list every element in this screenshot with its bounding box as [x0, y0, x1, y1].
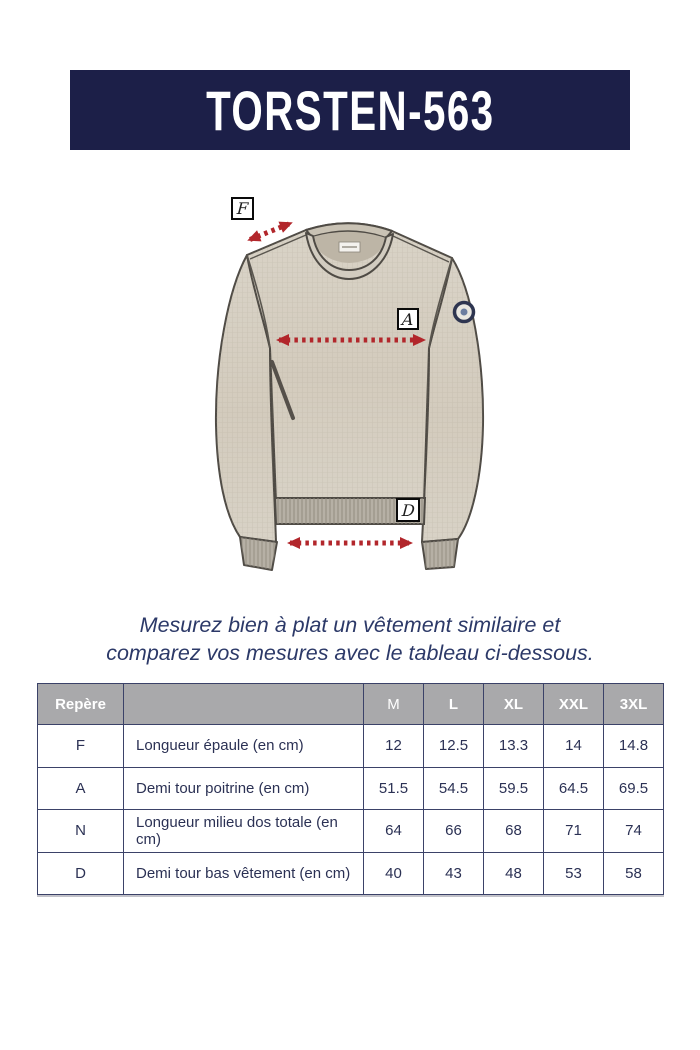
- measure-instructions: [0, 612, 700, 667]
- value-l: 12.5: [424, 725, 484, 768]
- value-3xl: 74: [604, 810, 664, 853]
- header-size-xl: XL: [484, 684, 544, 725]
- marker-a-letter: A: [401, 309, 415, 329]
- product-title: TORSTEN-563: [205, 78, 495, 142]
- product-banner: [70, 70, 630, 150]
- value-3xl: 58: [604, 852, 664, 895]
- value-xl: 48: [484, 852, 544, 895]
- marker-f-letter: F: [236, 199, 249, 218]
- row-label: Demi tour bas vêtement (en cm): [124, 852, 364, 895]
- row-code: D: [38, 852, 124, 895]
- table-row-f: [38, 725, 664, 768]
- value-xxl: 64.5: [544, 767, 604, 810]
- row-label: Longueur épaule (en cm): [124, 725, 364, 768]
- value-l: 43: [424, 852, 484, 895]
- instructions-line-2: comparez vos mesures avec le tableau ci-dessous.: [106, 640, 594, 665]
- marker-d: [396, 498, 420, 522]
- row-code: F: [38, 725, 124, 768]
- value-m: 64: [364, 810, 424, 853]
- row-label: Demi tour poitrine (en cm): [124, 767, 364, 810]
- value-3xl: 69.5: [604, 767, 664, 810]
- sweater-illustration: [200, 190, 500, 610]
- instructions-line-1: Mesurez bien à plat un vêtement similaire et: [139, 613, 561, 637]
- value-xl: 68: [484, 810, 544, 853]
- row-code: N: [38, 810, 124, 853]
- value-xxl: 14: [544, 725, 604, 768]
- value-xl: 59.5: [484, 767, 544, 810]
- shoulder-length-arrow: [250, 224, 290, 240]
- marker-d-letter: D: [400, 500, 416, 520]
- marker-f: [231, 197, 254, 220]
- size-table: [37, 683, 664, 895]
- header-description: [124, 684, 364, 725]
- table-row-a: [38, 767, 664, 810]
- value-m: 12: [364, 725, 424, 768]
- value-m: 51.5: [364, 767, 424, 810]
- value-l: 66: [424, 810, 484, 853]
- size-table-header-row: [38, 684, 664, 725]
- marker-a: [397, 308, 419, 330]
- header-size-xxl: XXL: [544, 684, 604, 725]
- value-l: 54.5: [424, 767, 484, 810]
- value-xl: 13.3: [484, 725, 544, 768]
- header-size-3xl: 3XL: [604, 684, 664, 725]
- measurement-diagram: [0, 150, 700, 615]
- value-m: 40: [364, 852, 424, 895]
- header-size-m: M: [364, 684, 424, 725]
- header-repere: Repère: [38, 684, 124, 725]
- row-label: Longueur milieu dos totale (en cm): [124, 810, 364, 853]
- sweater-body: [247, 223, 452, 524]
- value-3xl: 14.8: [604, 725, 664, 768]
- sleeve-badge-icon: [455, 303, 474, 322]
- header-size-l: L: [424, 684, 484, 725]
- value-xxl: 53: [544, 852, 604, 895]
- row-code: A: [38, 767, 124, 810]
- table-row-d: [38, 852, 664, 895]
- value-xxl: 71: [544, 810, 604, 853]
- table-row-n: [38, 810, 664, 853]
